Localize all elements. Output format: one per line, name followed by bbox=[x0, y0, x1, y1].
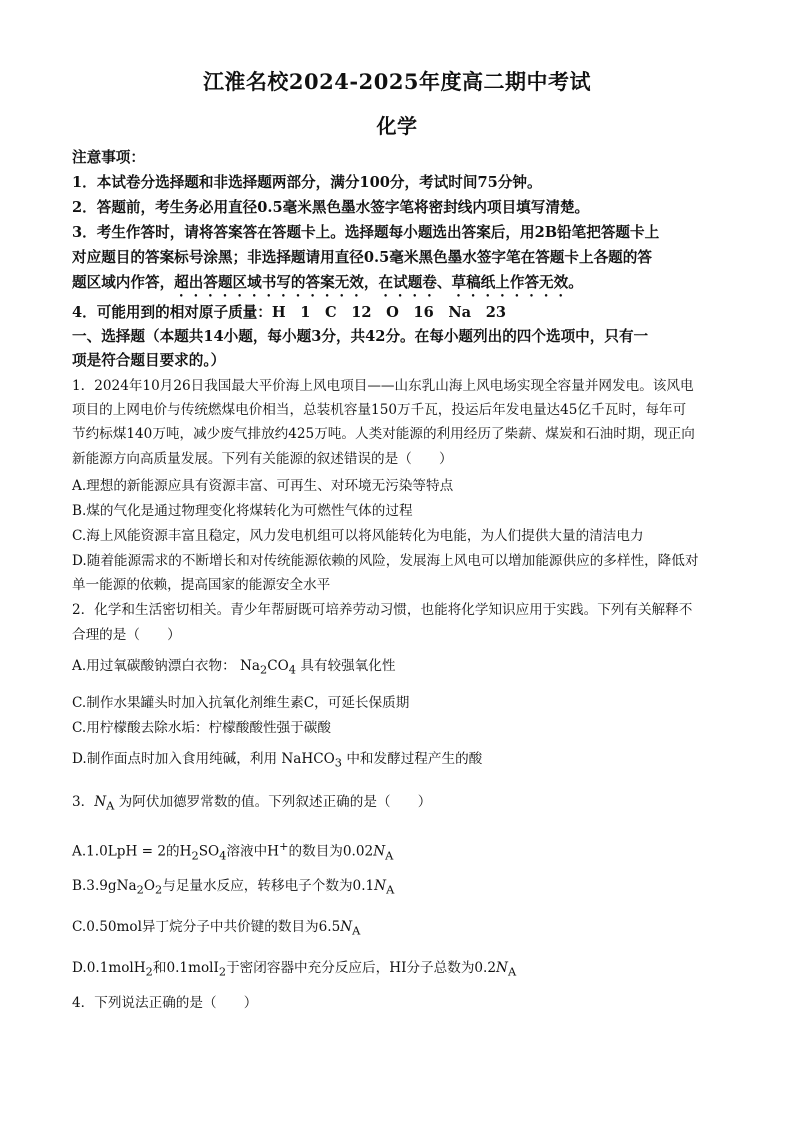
section-1-heading-line-2: 项是符合题目要求的。） bbox=[72, 352, 226, 369]
variable-n: N bbox=[373, 843, 386, 860]
formula-subscript: 2 bbox=[218, 964, 227, 979]
exam-subject: 化学 bbox=[376, 114, 418, 138]
q1-stem-line-4: 新能源方向高质量发展。下列有关能源的叙述错误的是（ ） bbox=[72, 451, 453, 467]
option-text: A.1.0LpH = 2的H bbox=[72, 843, 192, 860]
q2-option-a bbox=[72, 656, 732, 680]
variable-n: N bbox=[374, 878, 387, 894]
q1-option-c: C.海上风能资源丰富且稳定，风力发电机组可以将风能转化为电能，为人们提供大量的清洁电力 bbox=[72, 528, 644, 544]
section-1-heading-line-1: 一、选择题（本题共14小题，每小题3分，共42分。在每小题列出的四个选项中，只有一 bbox=[72, 328, 649, 345]
option-text: 的数目为0.02 bbox=[288, 843, 374, 860]
q1-option-d-line-2: 单一能源的依赖，提高国家的能源安全水平 bbox=[72, 577, 331, 593]
emphasis-text: 在试题卷、草稿纸上作答无效 bbox=[378, 274, 569, 291]
notice-item-2: 2．答题前，考生务必用直径0.5毫米黑色墨水签字笔将密封线内项目填写清楚。 bbox=[72, 199, 590, 216]
formula-subscript: 2 bbox=[191, 848, 199, 863]
option-text: D.0.1molH bbox=[72, 960, 146, 976]
question-text: 3． bbox=[72, 794, 95, 810]
option-text: C.0.50mol异丁烷分子中共价键的数目为6.5 bbox=[72, 919, 341, 935]
exam-title: 江淮名校2024-2025年度高二期中考试 bbox=[202, 69, 592, 94]
q1-stem-line-3: 节约标煤140万吨，减少废气排放约425万吨。人类对能源的利用经历了柴薪、煤炭和石油时期，现正向 bbox=[72, 426, 695, 442]
option-text: 中和发酵过程产生的酸 bbox=[346, 751, 483, 767]
formula-subscript: A bbox=[507, 964, 517, 979]
option-text: A.用过氧碳酸钠漂白衣物： bbox=[72, 658, 236, 674]
notice-item-1: 1．本试卷分选择题和非选择题两部分，满分100分，考试时间75分钟。 bbox=[72, 174, 542, 191]
q2-stem-line-2: 合理的是（ ） bbox=[72, 627, 181, 643]
option-text: 与足量水反应，转移电子个数为0.1 bbox=[162, 878, 375, 894]
option-text: 溶液中H bbox=[226, 843, 280, 860]
formula-subscript: A bbox=[385, 848, 394, 863]
formula-text: CO bbox=[267, 658, 289, 674]
formula-superscript: + bbox=[279, 839, 289, 853]
formula-subscript: A bbox=[386, 882, 395, 897]
option-text: 于密闭容器中充分反应后，HI分子总数为0.2 bbox=[226, 960, 497, 976]
notice-heading: 注意事项： bbox=[72, 149, 145, 166]
q1-option-a: A.理想的新能源应具有资源丰富、可再生、对环境无污染等特点 bbox=[72, 478, 454, 494]
q3-option-b bbox=[72, 876, 732, 900]
q2-option-b: C.制作水果罐头时加入抗氧化剂维生素C，可延长保质期 bbox=[72, 695, 410, 711]
q1-option-b: B.煤的气化是通过物理变化将煤转化为可燃性气体的过程 bbox=[72, 503, 413, 519]
formula-text: Na bbox=[240, 658, 260, 674]
notice-item-4: 4．可能用到的相对原子质量：H 1 C 12 O 16 Na 23 bbox=[72, 304, 507, 321]
formula-subscript: 2 bbox=[145, 964, 153, 979]
variable-n: N bbox=[496, 960, 508, 976]
formula-text: SO bbox=[198, 843, 220, 860]
formula-subscript: 3 bbox=[334, 755, 342, 770]
q2-option-c: C.用柠檬酸去除水垢：柠檬酸酸性强于碳酸 bbox=[72, 720, 331, 736]
option-text: B.3.9gNa bbox=[72, 878, 137, 894]
option-text: 具有较强氧化性 bbox=[300, 658, 396, 674]
emphasis-text: 超出答题区域书写的答案无效 bbox=[174, 274, 364, 291]
formula-text: NaHCO bbox=[281, 751, 335, 767]
q3-option-a bbox=[72, 836, 732, 865]
q3-stem bbox=[72, 792, 732, 816]
formula-text: O bbox=[143, 878, 156, 894]
notice-item-3-line-1: 3．考生作答时，请将答案答在答题卡上。选择题每小题选出答案后，用2B铅笔把答题卡上 bbox=[72, 224, 660, 241]
notice-item-3-line-2: 对应题目的答案标号涂黑；非选择题请用直径0.5毫米黑色墨水签字笔在答题卡上各题的答 bbox=[72, 249, 652, 266]
q1-stem-line-2: 项目的上网电价与传统燃煤电价相当，总装机容量150万千瓦，投运后年发电量达45亿千瓦时，每年可 bbox=[72, 402, 687, 418]
option-text: D.制作面点时加入食用纯碱，利用 bbox=[72, 751, 278, 767]
formula-subscript: 4 bbox=[288, 662, 296, 677]
variable-n: N bbox=[94, 794, 107, 810]
formula-subscript: 2 bbox=[260, 662, 268, 677]
notice-item-3-line-3 bbox=[72, 273, 732, 300]
q2-option-d bbox=[72, 749, 732, 773]
q4-stem: 4．下列说法正确的是（ ） bbox=[72, 995, 258, 1011]
formula-subscript: 4 bbox=[219, 848, 227, 863]
notice-text: 题区域内作答， bbox=[72, 274, 175, 291]
q1-stem-line-1: 1．2024年10月26日我国最大平价海上风电项目——山东乳山海上风电场实现全容量并网发电。该风电 bbox=[72, 378, 694, 394]
q3-option-c bbox=[72, 917, 732, 941]
variable-n: N bbox=[340, 919, 353, 935]
notice-text: ， bbox=[363, 274, 379, 291]
option-text: 和0.1molI bbox=[152, 960, 219, 976]
q1-option-d-line-1: D.随着能源需求的不断增长和对传统能源依赖的风险，发展海上风电可以增加能源供应的多样性，降低对 bbox=[72, 553, 699, 569]
formula-subscript: 2 bbox=[155, 882, 163, 897]
question-text: 为阿伏加德罗常数的值。下列叙述正确的是（ ） bbox=[118, 794, 432, 810]
formula-subscript: 2 bbox=[136, 882, 144, 897]
q2-stem-line-1: 2．化学和生活密切相关。青少年帮厨既可培养劳动习惯，也能将化学知识应用于实践。下列有关解释不 bbox=[72, 602, 693, 618]
q3-option-d bbox=[72, 958, 732, 982]
notice-text: 。 bbox=[568, 274, 583, 291]
formula-subscript: A bbox=[106, 798, 115, 813]
formula-subscript: A bbox=[352, 923, 361, 938]
